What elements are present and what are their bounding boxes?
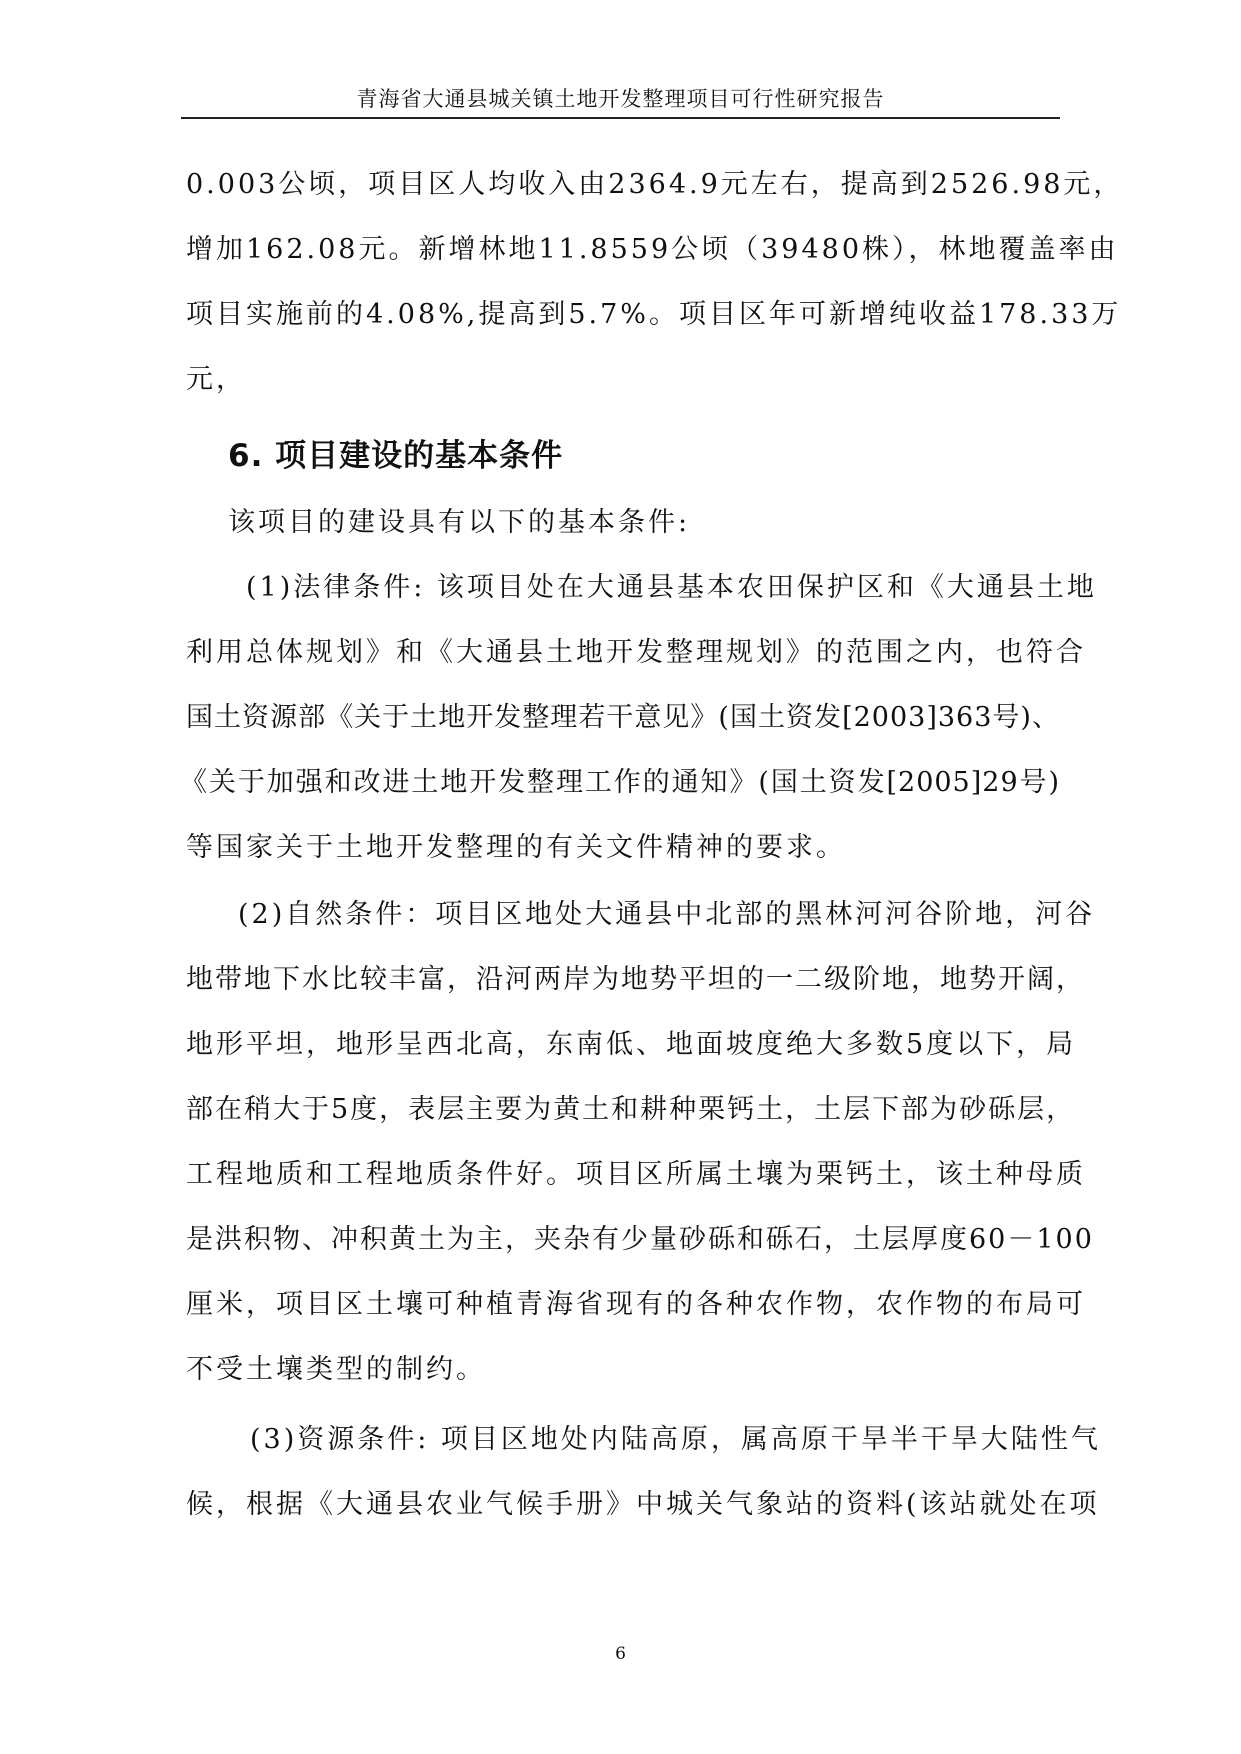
legal-condition-line-4: 《关于加强和改进土地开发整理工作的通知》(国土资发[2005]29号) [180, 767, 1060, 798]
natural-condition-line-1: (2)自然条件：项目区地处大通县中北部的黑林河河谷阶地，河谷 [238, 899, 1096, 930]
natural-condition-line-8: 不受土壤类型的制约。 [186, 1354, 486, 1385]
resource-condition-line-1: (3)资源条件: 项目区地处内陆高原，属高原干旱半干旱大陆性气 [250, 1424, 1101, 1455]
body-line-4: 元， [186, 364, 246, 395]
body-line-1: 0.003公顷，项目区人均收入由2364.9元左右，提高到2526.98元， [186, 169, 1124, 200]
legal-condition-line-5: 等国家关于土地开发整理的有关文件精神的要求。 [186, 832, 846, 863]
legal-condition-line-3: 国土资源部《关于土地开发整理若干意见》(国土资发[2003]363号)、 [186, 702, 1060, 733]
natural-condition-line-2: 地带地下水比较丰富，沿河两岸为地势平坦的一二级阶地，地势开阔， [186, 964, 1085, 995]
header-rule [181, 117, 1060, 119]
natural-condition-line-5: 工程地质和工程地质条件好。项目区所属土壤为栗钙土，该土种母质 [186, 1159, 1086, 1190]
resource-condition-line-2: 候，根据《大通县农业气候手册》中城关气象站的资料(该站就处在项 [186, 1489, 1100, 1520]
natural-condition-line-4: 部在稍大于5度，表层主要为黄土和耕种栗钙土，土层下部为砂砾层， [186, 1094, 1076, 1125]
page-number: 6 [615, 1644, 626, 1664]
legal-condition-line-1: (1)法律条件: 该项目处在大通县基本农田保护区和《大通县土地 [246, 572, 1097, 603]
running-header: 青海省大通县城关镇土地开发整理项目可行性研究报告 [356, 87, 885, 111]
section-heading: 6. 项目建设的基本条件 [228, 438, 564, 474]
body-line-3: 项目实施前的4.08%,提高到5.7%。项目区年可新增纯收益178.33万 [186, 299, 1122, 330]
natural-condition-line-3: 地形平坦，地形呈西北高，东南低、地面坡度绝大多数5度以下，局 [186, 1029, 1077, 1060]
natural-condition-line-7: 厘米，项目区土壤可种植青海省现有的各种农作物，农作物的布局可 [186, 1289, 1086, 1320]
body-line-2: 增加162.08元。新增林地11.8559公顷（39480株），林地覆盖率由 [186, 234, 1119, 265]
natural-condition-line-6: 是洪积物、冲积黄土为主，夹杂有少量砂砾和砾石，土层厚度60－100 [186, 1224, 1094, 1255]
intro-line: 该项目的建设具有以下的基本条件: [228, 507, 691, 538]
legal-condition-line-2: 利用总体规划》和《大通县土地开发整理规划》的范围之内，也符合 [186, 637, 1086, 668]
